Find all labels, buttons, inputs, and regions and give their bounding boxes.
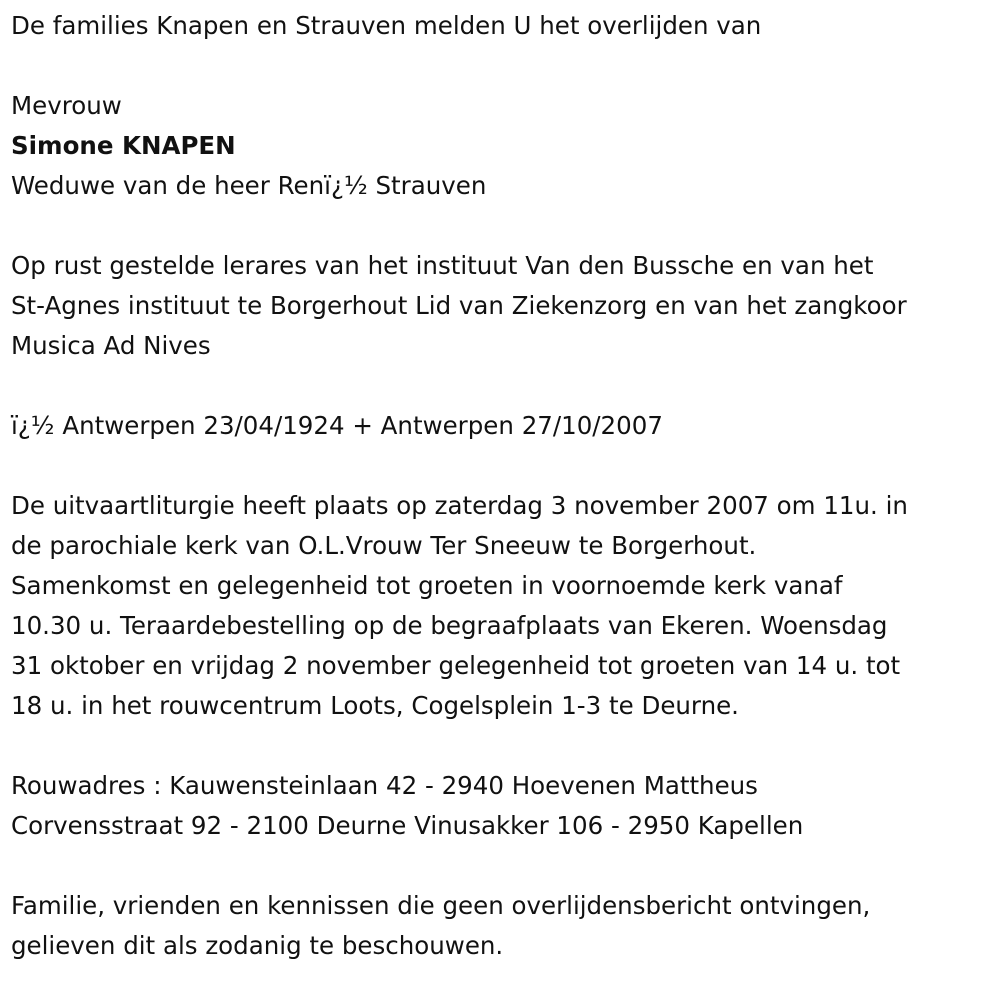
- title-text: Mevrouw: [11, 91, 122, 120]
- funeral-line: 18 u. in het rouwcentrum Loots, Cogelsplein 1-3 te Deurne.: [11, 691, 739, 720]
- bio-line: Op rust gestelde lerares van het instituut Van den Bussche en van het: [11, 251, 874, 280]
- bio-line: St-Agnes instituut te Borgerhout Lid van Ziekenzorg en van het zangkoor: [11, 291, 907, 320]
- funeral-line: Samenkomst en gelegenheid tot groeten in voornoemde kerk vanaf: [11, 571, 843, 600]
- deceased-block: [11, 86, 1000, 206]
- intro-text: De families Knapen en Strauven melden U het overlijden van: [11, 11, 762, 40]
- closing-line: Familie, vrienden en kennissen die geen overlijdensbericht ontvingen,: [11, 891, 871, 920]
- bio-paragraph: [11, 246, 1000, 366]
- widow-text: Weduwe van de heer Renï¿½ Strauven: [11, 171, 487, 200]
- funeral-line: 10.30 u. Teraardebestelling op de begraafplaats van Ekeren. Woensdag: [11, 611, 888, 640]
- intro-paragraph: [11, 6, 1000, 46]
- funeral-paragraph: [11, 486, 1000, 726]
- address-line: Rouwadres : Kauwensteinlaan 42 - 2940 Hoevenen Mattheus: [11, 771, 758, 800]
- funeral-line: De uitvaartliturgie heeft plaats op zaterdag 3 november 2007 om 11u. in: [11, 491, 908, 520]
- funeral-line: de parochiale kerk van O.L.Vrouw Ter Sneeuw te Borgerhout.: [11, 531, 757, 560]
- dates-paragraph: [11, 406, 1000, 446]
- dates-text: ï¿½ Antwerpen 23/04/1924 + Antwerpen 27/10/2007: [11, 411, 663, 440]
- bio-line: Musica Ad Nives: [11, 331, 211, 360]
- address-paragraph: [11, 766, 1000, 846]
- closing-paragraph: [11, 886, 1000, 966]
- address-line: Corvensstraat 92 - 2100 Deurne Vinusakker 106 - 2950 Kapellen: [11, 811, 804, 840]
- closing-line: gelieven dit als zodanig te beschouwen.: [11, 931, 504, 960]
- funeral-line: 31 oktober en vrijdag 2 november gelegenheid tot groeten van 14 u. tot: [11, 651, 901, 680]
- deceased-name: Simone KNAPEN: [11, 131, 236, 160]
